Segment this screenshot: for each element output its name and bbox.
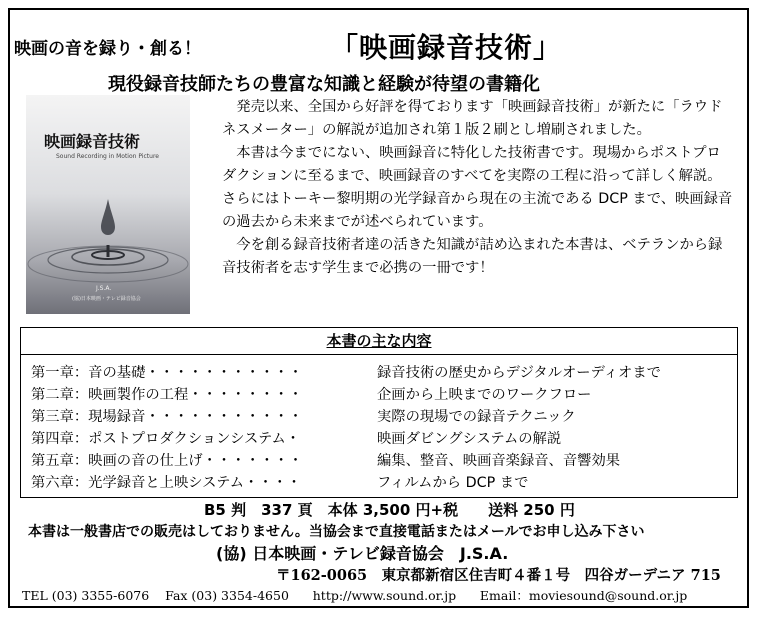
- contents-divider: [20, 354, 738, 355]
- chapter-description: 企画から上映までのワークフロー: [377, 387, 592, 403]
- chapter-row: [31, 472, 529, 492]
- tel-number: TEL (03) 3355-6076: [22, 588, 150, 603]
- chapter-row: [31, 428, 562, 448]
- website-link[interactable]: http://www.sound.or.jp: [312, 588, 457, 603]
- tagline: 映画の音を録り・創る！: [14, 39, 201, 59]
- chapter-label: 第一章：音の基礎・・・・・・・・・・・: [31, 365, 303, 381]
- chapter-row: [31, 384, 592, 404]
- chapter-row: [31, 450, 621, 470]
- subtitle: 現役録音技師たちの豊富な知識と経験が待望の書籍化: [108, 74, 540, 95]
- water-drop-icon: [26, 95, 190, 314]
- chapter-description: 実際の現場での録音テクニック: [377, 409, 576, 425]
- chapter-description: 録音技術の歴史からデジタルオーディオまで: [377, 365, 661, 381]
- chapter-label: 第二章：映画製作の工程・・・・・・・・: [31, 387, 303, 403]
- chapter-row: [31, 406, 576, 426]
- cover-publisher: (協)日本映画・テレビ録音協会: [72, 296, 141, 302]
- cover-org-short: J.S.A.: [96, 285, 112, 292]
- intro-paragraph: 今を創る録音技術者達の活きた知識が詰め込まれた本書は、ベテランから録音技術者を志す学生まで必携の一冊です！: [222, 237, 723, 276]
- chapter-label: 第三章：現場録音・・・・・・・・・・・: [31, 409, 303, 425]
- chapter-label: 第四章：ポストプロダクションシステム・: [31, 431, 301, 447]
- intro-paragraph: 本書は今までにない、映画録音に特化した技術書です。現場からポストプロダクションに至るまで、映画録音のすべてを実際の工程に沿って詳しく解説。さらにはトーキー黎明期の光学録音から現在の主流である DCP まで、映画録音の過去から未来までが述べられています。: [222, 145, 733, 230]
- price-info: B5 判 337 頁 本体 3,500 円+税 送料 250 円: [204, 501, 575, 519]
- fax-number: Fax (03) 3354-4650: [165, 588, 289, 603]
- chapter-row: [31, 362, 661, 382]
- chapter-label: 第六章：光学録音と上映システム・・・・: [31, 475, 302, 491]
- contents-box: [20, 327, 738, 498]
- sales-notice: 本書は一般書店での販売はしておりません。当協会まで直接電話またはメールでお申し込み下さい: [28, 524, 645, 540]
- chapter-description: 映画ダビングシステムの解説: [377, 431, 562, 447]
- intro-text: [222, 96, 734, 280]
- organization-name: (協) 日本映画・テレビ録音協会 J.S.A.: [216, 544, 509, 563]
- intro-paragraph: 発売以来、全国から好評を得ております「映画録音技術」が新たに「ラウドネスメーター」の解説が追加され第１版２刷とし増刷されました。: [222, 99, 723, 138]
- contact-line: [22, 586, 687, 604]
- cover-english-title: Sound Recording in Motion Picture: [56, 153, 159, 160]
- chapter-label: 第五章：映画の音の仕上げ・・・・・・・: [31, 453, 303, 469]
- contents-heading: 本書の主な内容: [326, 332, 432, 350]
- chapter-description: フィルムから DCP まで: [377, 475, 529, 491]
- postal-address: 〒162-0065 東京都新宿区住吉町４番１号 四谷ガーデニア 715: [276, 567, 721, 584]
- cover-title: 映画録音技術: [44, 132, 141, 151]
- chapter-description: 編集、整音、映画音楽録音、音響効果: [377, 453, 621, 469]
- book-title: 「映画録音技術」: [330, 31, 563, 64]
- book-cover-image: [26, 95, 190, 314]
- email-link[interactable]: Email：moviesound@sound.or.jp: [479, 588, 688, 603]
